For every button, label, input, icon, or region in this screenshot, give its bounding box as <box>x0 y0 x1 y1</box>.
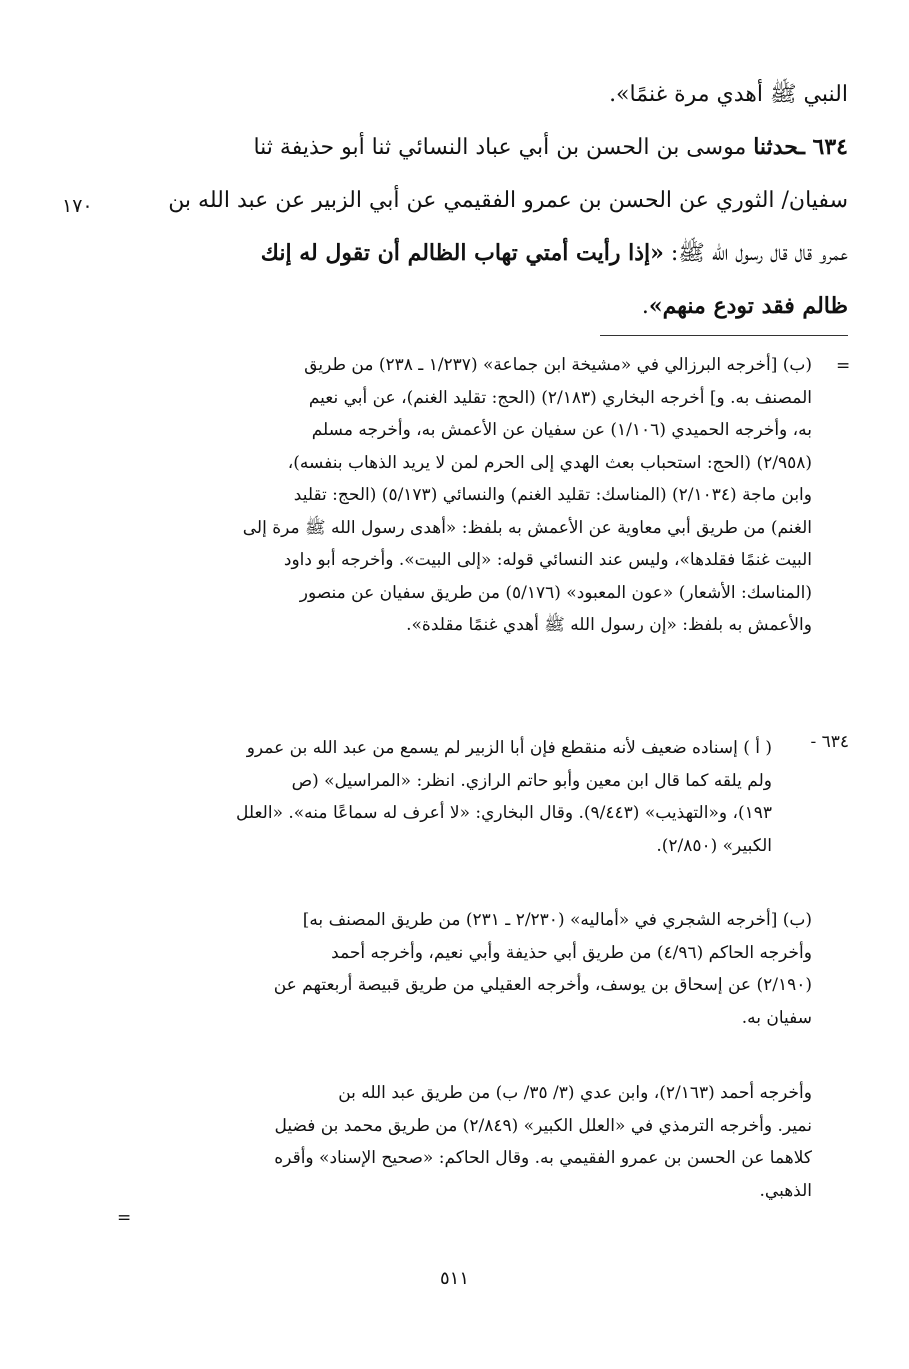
footnote-line: (ب) [أخرجه الشجري في «أماليه» (٢/٢٣٠ ـ ٢٣١) من طريق المصنف به] <box>302 910 812 930</box>
footnote-line: ( أ ) إسناده ضعيف لأنه منقطع فإن أبا الزبير لم يسمع من عبد الله بن عمرو <box>246 738 772 758</box>
footnote-line: وأخرجه الحاكم (٤/٩٦) من طريق أبي حذيفة وأبي نعيم، وأخرجه أحمد <box>331 942 812 963</box>
footnote-line: (٢/١٩٠) عن إسحاق بن يوسف، وأخرجه العقيلي من طريق قبيصة أربعتهم عن <box>273 975 812 995</box>
footnote-line: المصنف به. و] أخرجه البخاري (٢/١٨٣) (الحج: تقليد الغنم)، عن أبي نعيم <box>308 387 812 408</box>
footnote-line: (ب) [أخرجه البرزالي في «مشيخة ابن جماعة» (١/٢٣٧ ـ ٢٣٨) من طريق <box>304 355 812 375</box>
margin-folio-number: ١٧٠ <box>62 195 93 217</box>
footnote-divider <box>600 335 848 336</box>
footnote-line: كلاهما عن الحسن بن عمرو الفقيمي به. وقال الحاكم: «صحيح الإسناد» وأقره <box>274 1148 812 1168</box>
footnote-line: ١٩٣)، و«التهذيب» (٩/٤٤٣). وقال البخاري: «لا أعرف له سماعًا منه». «العلل <box>235 803 772 823</box>
page-number: ٥١١ <box>439 1268 469 1289</box>
footnote-line: به، وأخرجه الحميدي (١/١٠٦) عن سفيان عن الأعمش به، وأخرجه مسلم <box>311 420 812 440</box>
main-line-4 <box>112 227 848 280</box>
entry-word: حدثنا <box>753 134 799 160</box>
footnote-block-3 <box>112 904 812 1034</box>
footnote-line: (المناسك: الأشعار) «عون المعبود» (٥/١٧٦) من طريق سفيان عن منصور <box>299 582 812 603</box>
main-line-5-end: . <box>641 294 649 319</box>
footnote-line: الغنم) من طريق أبي معاوية عن الأعمش به بلفظ: «أهدى رسول الله ﷺ مرة إلى <box>242 517 812 538</box>
footnote-line: (٢/٩٥٨) (الحج: استحباب بعث الهدي إلى الحرم لمن لا يريد الذهاب بنفسه)، <box>287 452 812 473</box>
entry-number: ٦٣٤ ـ <box>798 134 848 160</box>
main-line-4-plain: عمرو قال قال رسول الله ﷺ: <box>663 241 848 266</box>
main-line-2-rest: موسى بن الحسن بن أبي عباد النسائي ثنا أبو حذيفة ثنا <box>253 135 754 160</box>
footnote-number: ٦٣٤ - <box>810 732 849 752</box>
footnote-line: الكبير» (٢/٨٥٠). <box>656 835 772 856</box>
hadith-quote-part-2: ظالم فقد تودع منهم» <box>648 293 848 319</box>
main-line-3: سفيان/ الثوري عن الحسن بن عمرو الفقيمي عن أبي الزبير عن عبد الله بن <box>168 188 848 213</box>
footnote-line: وأخرجه أحمد (٢/١٦٣)، وابن عدي (٣/ ٣٥/ ب) من طريق عبد الله بن <box>338 1083 812 1103</box>
main-line-1: النبي ﷺ أهدي مرة غنمًا». <box>609 82 848 107</box>
footnote-end-marker: = <box>117 1208 132 1228</box>
main-line-2 <box>112 121 848 174</box>
footnote-block-1 <box>112 349 812 642</box>
main-line-5 <box>112 280 848 333</box>
footnote-line: الذهبي. <box>759 1180 812 1201</box>
hadith-quote-part-1: «إذا رأيت أمتي تهاب الظالم أن تقول له إنك <box>260 240 664 266</box>
footnote-line: نمير. وأخرجه الترمذي في «العلل الكبير» (٢/٨٤٩) من طريق محمد بن فضيل <box>274 1115 812 1136</box>
footnote-line: والأعمش به بلفظ: «إن رسول الله ﷺ أهدي غنمًا مقلدة». <box>406 615 812 635</box>
main-text <box>112 68 848 333</box>
footnote-line: وابن ماجة (٢/١٠٣٤) (المناسك: تقليد الغنم) والنسائي (٥/١٧٣) (الحج: تقليد <box>293 485 812 505</box>
footnote-block-2 <box>112 732 772 862</box>
footnote-line: ولم يلقه كما قال ابن معين وأبو حاتم الرازي. انظر: «المراسيل» (ص <box>291 770 772 791</box>
footnote-block-4 <box>112 1077 812 1207</box>
footnote-continuation-marker: = <box>836 356 851 376</box>
footnote-line: البيت غنمًا فقلدها»، وليس عند النسائي قوله: «إلى البيت». وأخرجه أبو داود <box>283 550 812 570</box>
footnote-line: سفيان به. <box>741 1007 812 1028</box>
